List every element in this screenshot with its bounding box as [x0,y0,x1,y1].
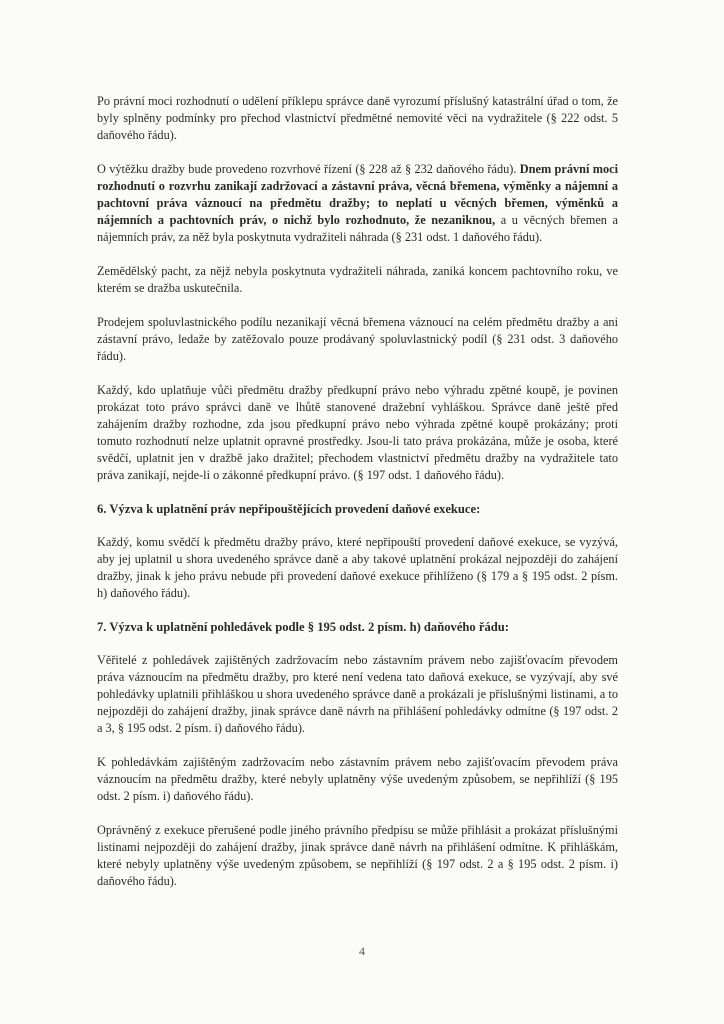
paragraph-interrupted-execution: Oprávněný z exekuce přerušené podle jiného právního předpisu se může přihlásit a prokázat příslušnými listinami nejpozději do zahájení dražby, jinak správce daně návrh na přihlášení odmítne. K přihláškám, které nebyly uplatněny výše uvedeným způsobem, se nepřihlíží (§ 197 odst. 2 a § 195 odst. 2 písm. i) daňového řádu). [97,823,618,888]
paragraph-distribution [97,161,618,246]
paragraph-creditors: Věřitelé z pohledávek zajištěných zadržovacím nebo zástavním právem nebo zajišťovacím převodem práva váznoucím na předmětu dražby, pro které není vedena tato daňová exekuce, se vyzývají, aby své pohledávky uplatnili přihláškou u shora uvedeného správce daně a prokázali je příslušnými listinami, a to nejpozději do zahájení dražby, jinak správce daně návrh na přihlášení pohledávky odmítne (§ 197 odst. 2 a 3, § 195 odst. 2 písm. i) daňového řádu). [97,653,618,735]
section-heading-7: 7. Výzva k uplatnění pohledávek podle § 195 odst. 2 písm. h) daňového řádu: [97,620,509,634]
paragraph-unclaimed-receivables: K pohledávkám zajištěným zadržovacím nebo zástavním právem nebo zajišťovacím převodem práva váznoucím na předmětu dražby, které nebyly uplatněny výše uvedeným způsobem, se nepřihlíží (§ 195 odst. 2 písm. i) daňového řádu). [97,755,618,803]
paragraph-section-6: Každý, komu svědčí k předmětu dražby právo, které nepřipouští provedení daňové exekuce, se vyzývá, aby jej uplatnil u shora uvedeného správce daně a aby takové uplatnění prokázal nejpozději do zahájení dražby, jinak k jeho právu nebude při provedení daňové exekuce přihlíženo (§ 179 a § 195 odst. 2 písm. h) daňového řádu). [97,535,618,600]
paragraph-transfer-notice: Po právní moci rozhodnutí o udělení příklepu správce daně vyrozumí příslušný katastrální úřad o tom, že byly splněny podmínky pro přechod vlastnictví předmětné nemovité věci na vydražitele (§ 222 odst. 5 daňového řádu). [97,94,618,142]
page-number: 4 [359,944,365,958]
paragraph-agricultural-lease: Zemědělský pacht, za nějž nebyla poskytnuta vydražiteli náhrada, zaniká koncem pachtovního roku, ve kterém se dražba uskutečnila. [97,264,618,295]
paragraph-preemption-right: Každý, kdo uplatňuje vůči předmětu dražby předkupní právo nebo výhradu zpětné koupě, je povinen prokázat toto právo správci daně ve lhůtě stanovené dražební vyhláškou. Správce daně ještě před zahájením dražby rozhodne, zda jsou předkupní právo nebo výhrada zpětné koupě prokázány; proti tomuto rozhodnutí nelze uplatnit opravné prostředky. Jsou-li tato práva prokázána, může je osoba, které svědčí, uplatnit jen v dražbě jako dražitel; přechodem vlastnictví předmětu dražby na vydražitele tato práva zanikají, nejde-li o zákonné předkupní právo. (§ 197 odst. 1 daňového řádu). [97,383,618,482]
paragraph-distribution-bold: Dnem právní moci rozhodnutí o rozvrhu zanikají zadržovací a zástavní práva, věcná břemena, výměnky a nájemní a pachtovní práva váznoucí na předmětu dražby; to neplatí u věcných břemen, výměnků a nájemních a pachtovních práv, o nichž bylo rozhodnuto, že nezaniknou, [97,162,618,227]
paragraph-distribution-tail: a u věcných břemen a nájemních práv, za něž byla poskytnuta vydražiteli náhrada (§ 231 odst. 1 daňového řádu). [97,213,619,244]
section-heading-6: 6. Výzva k uplatnění práv nepřipouštějících provedení daňové exekuce: [97,502,481,516]
paragraph-co-ownership: Prodejem spoluvlastnického podílu nezanikají věcná břemena váznoucí na celém předmětu dražby a ani zástavní právo, ledaže by zatěžovalo pouze prodávaný spoluvlastnický podíl (§ 231 odst. 3 daňového řádu). [97,315,618,363]
paragraph-distribution-intro: O výtěžku dražby bude provedeno rozvrhové řízení (§ 228 až § 232 daňového řádu). [97,162,520,176]
